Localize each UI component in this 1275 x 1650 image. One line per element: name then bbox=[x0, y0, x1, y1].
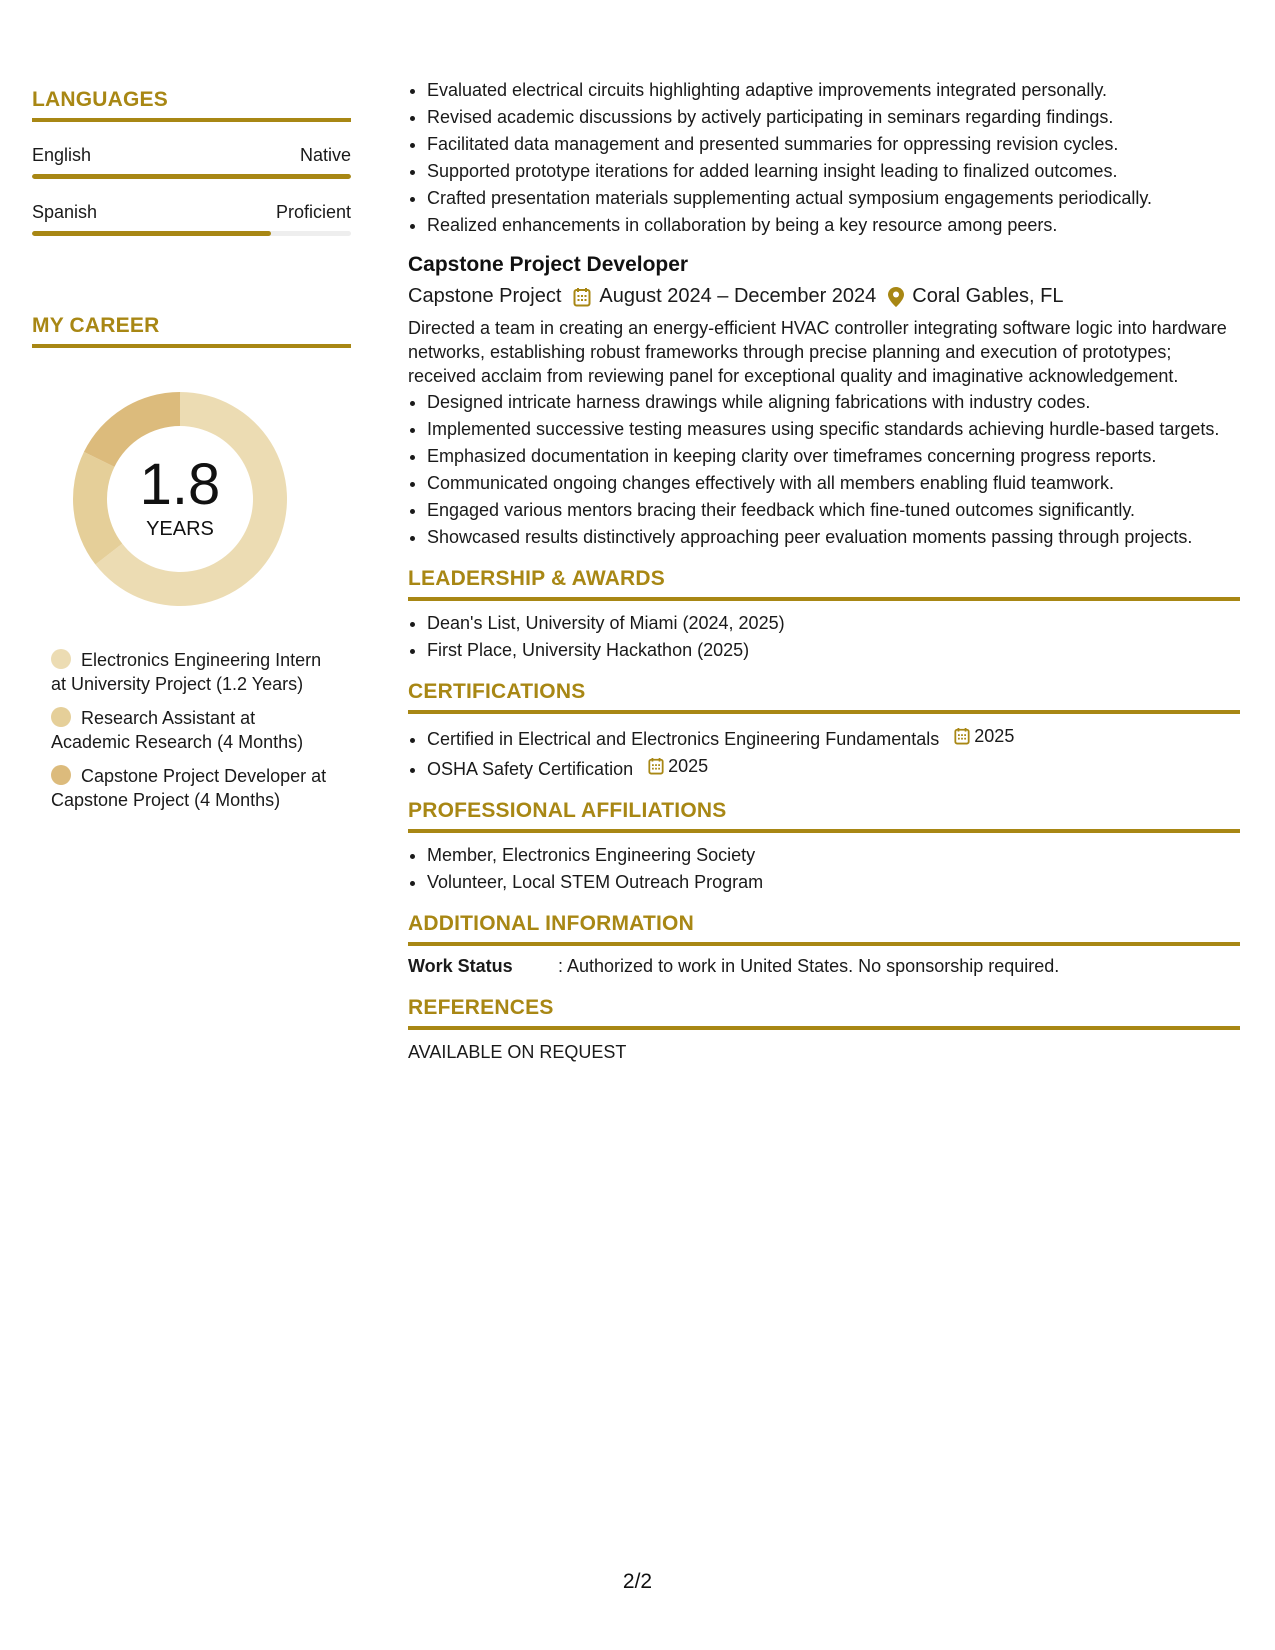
list-item: • Revised academic discussions by actively participating in seminars regarding findings. bbox=[427, 105, 1240, 129]
list-item: • Designed intricate harness drawings while aligning fabrications with industry codes. bbox=[427, 390, 1240, 414]
legend-label: Research Assistant at Academic Research (4 Months) bbox=[51, 708, 304, 752]
leadership-heading: LEADERSHIP & AWARDS bbox=[408, 567, 1240, 601]
list-item: • First Place, University Hackathon (2025) bbox=[427, 638, 1240, 662]
list-item: • Engaged various mentors bracing their feedback which fine-tuned outcomes significantly. bbox=[427, 498, 1240, 522]
additional-info-section bbox=[408, 912, 1240, 978]
career-total-years: 1.8 bbox=[139, 452, 221, 517]
career-legend bbox=[32, 648, 351, 812]
language-proficiency-bar bbox=[32, 231, 351, 236]
affiliations-heading: PROFESSIONAL AFFILIATIONS bbox=[408, 799, 1240, 833]
previous-job-bullets bbox=[408, 78, 1240, 237]
donut-center-label bbox=[65, 384, 295, 614]
calendar-icon bbox=[648, 757, 664, 775]
references-text: AVAILABLE ON REQUEST bbox=[408, 1042, 627, 1062]
info-label: Work Status bbox=[408, 956, 513, 976]
list-item: • Supported prototype iterations for added learning insight leading to finalized outcomes. bbox=[427, 159, 1240, 183]
right-column bbox=[408, 78, 1240, 1064]
map-pin-icon bbox=[888, 287, 904, 307]
legend-item bbox=[51, 706, 331, 754]
legend-item bbox=[51, 764, 331, 812]
list-item: • Facilitated data management and presented summaries for oppressing revision cycles. bbox=[427, 132, 1240, 156]
references-section bbox=[408, 996, 1240, 1064]
calendar-icon bbox=[573, 287, 591, 307]
language-item bbox=[32, 201, 351, 236]
list-item: • Crafted presentation materials supplementing actual symposium engagements periodically. bbox=[427, 186, 1240, 210]
language-proficiency-bar bbox=[32, 174, 351, 179]
info-row bbox=[408, 954, 1240, 978]
info-value: : Authorized to work in United States. No sponsorship required. bbox=[558, 956, 1060, 976]
job-title: Capstone Project Developer bbox=[408, 253, 689, 276]
language-name: English bbox=[32, 145, 92, 165]
career-donut-chart bbox=[65, 384, 295, 614]
language-level: Native bbox=[299, 145, 351, 165]
certification-year: 2025 bbox=[668, 756, 709, 776]
language-proficiency-fill bbox=[32, 174, 351, 179]
leadership-section bbox=[408, 567, 1240, 662]
list-item: • Member, Electronics Engineering Society bbox=[427, 843, 1240, 867]
legend-item bbox=[51, 648, 331, 696]
legend-swatch bbox=[51, 707, 71, 727]
language-level: Proficient bbox=[275, 202, 351, 222]
left-column bbox=[32, 88, 351, 822]
certifications-section bbox=[408, 680, 1240, 781]
career-total-unit: YEARS bbox=[146, 518, 214, 540]
legend-swatch bbox=[51, 649, 71, 669]
certification-name: OSHA Safety Certification bbox=[427, 759, 634, 779]
job-bullets bbox=[408, 390, 1240, 549]
page-number: 2/2 bbox=[622, 1570, 653, 1593]
career-section bbox=[32, 314, 351, 812]
list-item: • Implemented successive testing measures using specific standards achieving hurdle-based targets. bbox=[427, 417, 1240, 441]
list-item: • Dean's List, University of Miami (2024, 2025) bbox=[427, 611, 1240, 635]
job-dates: August 2024 – December 2024 bbox=[599, 285, 877, 307]
legend-label: Capstone Project Developer at Capstone Project (4 Months) bbox=[51, 766, 327, 810]
certifications-heading: CERTIFICATIONS bbox=[408, 680, 1240, 714]
language-name: Spanish bbox=[32, 202, 98, 222]
references-heading: REFERENCES bbox=[408, 996, 1240, 1030]
list-item bbox=[427, 724, 1240, 751]
list-item: • Realized enhancements in collaboration by being a key resource among peers. bbox=[427, 213, 1240, 237]
job-company: Capstone Project bbox=[408, 285, 562, 307]
career-heading: MY CAREER bbox=[32, 314, 351, 348]
job-location: Coral Gables, FL bbox=[912, 285, 1064, 307]
legend-label: Electronics Engineering Intern at University Project (1.2 Years) bbox=[51, 650, 322, 694]
job-meta bbox=[408, 285, 1240, 308]
certification-year: 2025 bbox=[974, 726, 1015, 746]
language-item bbox=[32, 144, 351, 179]
certification-name: Certified in Electrical and Electronics Engineering Fundamentals bbox=[427, 729, 940, 749]
affiliations-section bbox=[408, 799, 1240, 894]
list-item: • Emphasized documentation in keeping clarity over timeframes concerning progress reports. bbox=[427, 444, 1240, 468]
language-proficiency-fill bbox=[32, 231, 271, 236]
list-item: • Evaluated electrical circuits highlighting adaptive improvements integrated personally. bbox=[427, 78, 1240, 102]
list-item: • Showcased results distinctively approaching peer evaluation moments passing through projects. bbox=[427, 525, 1240, 549]
calendar-icon bbox=[954, 727, 970, 745]
legend-swatch bbox=[51, 765, 71, 785]
list-item: • Communicated ongoing changes effectively with all members enabling fluid teamwork. bbox=[427, 471, 1240, 495]
job-description: Directed a team in creating an energy-efficient HVAC controller integrating software logic into hardware networks, establishing robust frameworks through precise planning and execution of prototypes; received acclaim from reviewing panel for exceptional quality and imaginative acknowledgement. bbox=[408, 318, 1227, 386]
list-item: • Volunteer, Local STEM Outreach Program bbox=[427, 870, 1240, 894]
languages-heading: LANGUAGES bbox=[32, 88, 351, 122]
list-item bbox=[427, 754, 1240, 781]
additional-info-heading: ADDITIONAL INFORMATION bbox=[408, 912, 1240, 946]
